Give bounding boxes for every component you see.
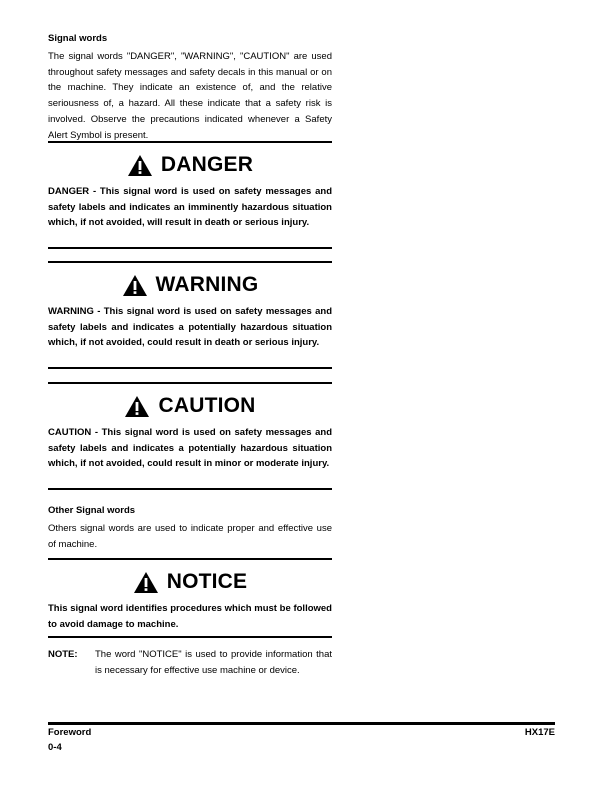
danger-block (48, 184, 332, 231)
section-heading: Signal words (48, 33, 108, 44)
notice-header (48, 566, 332, 598)
signal-word: CAUTION (158, 394, 256, 417)
warning-triangle-icon (122, 274, 148, 297)
divider (48, 382, 332, 384)
signal-word: NOTICE (166, 570, 248, 593)
signal-word: DANGER (160, 153, 254, 176)
page-number: 0-4 (48, 742, 62, 753)
divider (48, 247, 332, 249)
caution-description: CAUTION - This signal word is used on safety messages and safety labels and indicates a potentially hazardous situation which, if not avoided, could result in minor or moderate injury. (48, 427, 332, 470)
note (48, 647, 332, 678)
notice-block (48, 601, 332, 632)
section-paragraph: Others signal words are used to indicate proper and effective use of machine. (48, 523, 332, 550)
footer-rule (48, 722, 555, 725)
danger-description: DANGER - This signal word is used on safety messages and safety labels and indicates an imminently hazardous situation which, if not avoided, will result in death or serious injury. (48, 186, 332, 229)
footer-section: Foreword (48, 727, 92, 738)
divider (48, 367, 332, 369)
note-label: NOTE: (48, 649, 78, 660)
warning-triangle-icon (124, 395, 150, 418)
caution-header (48, 390, 332, 422)
warning-triangle-icon (133, 571, 159, 594)
signal-words-section (48, 33, 332, 143)
divider (48, 488, 332, 490)
section-paragraph: The signal words "DANGER", "WARNING", "CAUTION" are used throughout safety messages and safety decals in this manual or on the machine. They indicate an existence of, and the relative seriousness of, a hazard. All these indicate that a safety risk is involved. Observe the precautions indicated whenever a Safety Alert Symbol is present. (48, 51, 332, 141)
danger-header (48, 149, 332, 181)
caution-block (48, 425, 332, 472)
notice-description: This signal word identifies procedures which must be followed to avoid damage to machine. (48, 603, 332, 630)
section-heading: Other Signal words (48, 505, 136, 516)
divider (48, 261, 332, 263)
divider (48, 636, 332, 638)
signal-word: WARNING (155, 273, 259, 296)
warning-triangle-icon (127, 154, 153, 177)
model-code: HX17E (524, 727, 555, 738)
warning-header (48, 269, 332, 301)
note-text: The word "NOTICE" is used to provide information that is necessary for effective use machine or device. (95, 649, 332, 676)
divider (48, 141, 332, 143)
warning-block (48, 304, 332, 351)
divider (48, 558, 332, 560)
warning-description: WARNING - This signal word is used on safety messages and safety labels and indicates a potentially hazardous situation which, if not avoided, could result in death or serious injury. (48, 306, 332, 349)
other-signal-words-section (48, 505, 332, 552)
